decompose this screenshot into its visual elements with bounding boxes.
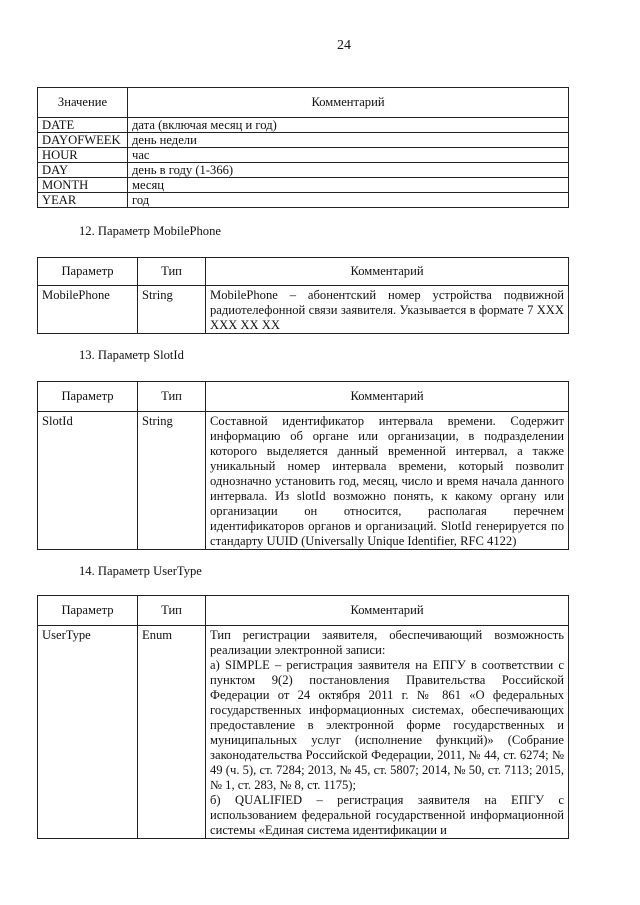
value-cell: DAY (38, 163, 128, 178)
param-cell: SlotId (38, 412, 138, 550)
value-cell: HOUR (38, 148, 128, 163)
value-cell: YEAR (38, 193, 128, 208)
table-header-row (38, 596, 569, 626)
column-header: Значение (38, 88, 128, 118)
type-cell: Enum (138, 626, 206, 839)
type-cell: String (138, 286, 206, 334)
type-cell: String (138, 412, 206, 550)
section-heading-usertype: 14. Параметр UserType (79, 564, 202, 578)
column-header: Комментарий (206, 596, 569, 626)
column-header: Параметр (38, 596, 138, 626)
table-row (38, 178, 569, 193)
comment-intro: Тип регистрации заявителя, обеспечивающий возможность реализации электронной записи: (210, 628, 564, 657)
table-row (38, 163, 569, 178)
table-row (38, 286, 569, 334)
table-row (38, 626, 569, 839)
table-header-row (38, 382, 569, 412)
value-cell: MONTH (38, 178, 128, 193)
section-heading-slotid: 13. Параметр SlotId (79, 348, 184, 362)
column-header: Параметр (38, 258, 138, 286)
values-table (37, 87, 569, 208)
column-header: Комментарий (206, 258, 569, 286)
comment-cell: MobilePhone – абонентский номер устройства подвижной радиотелефонной связи заявителя. Указывается в формате 7 XXX XXX XX XX (206, 286, 569, 334)
comment-item-a: а) SIMPLE – регистрация заявителя на ЕПГУ в соответствии с пунктом 9(2) постановления Правительства Российской Федерации от 24 октября 2011 г. № 861 «О федеральных государственных информационных системах, обеспечивающих предоставление в электронной форме государственных и муниципальных услуг (исполнение функций)» (Собрание законодательства Российской Федерации, 2011, № 44, ст. 6274; № 49 (ч. 5), ст. 7284; 2013, № 45, ст. 5807; 2014, № 50, ст. 7113; 2015, № 1, ст. 283, № 8, ст. 1175); (210, 658, 564, 792)
param-cell: MobilePhone (38, 286, 138, 334)
table-row (38, 412, 569, 550)
param-cell: UserType (38, 626, 138, 839)
comment-cell: Составной идентификатор интервала времени. Содержит информацию об органе или организации, в подразделении которого выделяется данный временной интервал, а также уникальный номер интервала времени, который позволит однозначно установить год, месяц, число и время начала данного интервала. Из slotId возможно понять, к какому органу или организации он относится, располагая перечнем идентификаторов органов и организаций. SlotId генерируется по стандарту UUID (Universally Unique Identifier, RFC 4122) (206, 412, 569, 550)
comment-cell: месяц (128, 178, 569, 193)
table-header-row (38, 258, 569, 286)
page-number: 24 (337, 38, 351, 53)
column-header: Комментарий (206, 382, 569, 412)
comment-item-b: б) QUALIFIED – регистрация заявителя на ЕПГУ с использованием федеральной государственной информационной системы «Единая система идентификации и (210, 793, 564, 837)
mobilephone-table (37, 257, 569, 334)
column-header: Тип (138, 258, 206, 286)
table-header-row (38, 88, 569, 118)
comment-cell: год (128, 193, 569, 208)
section-heading-mobilephone: 12. Параметр MobilePhone (79, 224, 221, 238)
comment-cell: час (128, 148, 569, 163)
comment-cell: день в году (1-366) (128, 163, 569, 178)
table-row (38, 118, 569, 133)
column-header: Комментарий (128, 88, 569, 118)
column-header: Параметр (38, 382, 138, 412)
column-header: Тип (138, 596, 206, 626)
comment-cell: день недели (128, 133, 569, 148)
table-row (38, 193, 569, 208)
comment-cell: дата (включая месяц и год) (128, 118, 569, 133)
slotid-table (37, 381, 569, 550)
value-cell: DATE (38, 118, 128, 133)
comment-cell (206, 626, 569, 839)
column-header: Тип (138, 382, 206, 412)
table-row (38, 148, 569, 163)
value-cell: DAYOFWEEK (38, 133, 128, 148)
table-row (38, 133, 569, 148)
usertype-table (37, 595, 569, 839)
